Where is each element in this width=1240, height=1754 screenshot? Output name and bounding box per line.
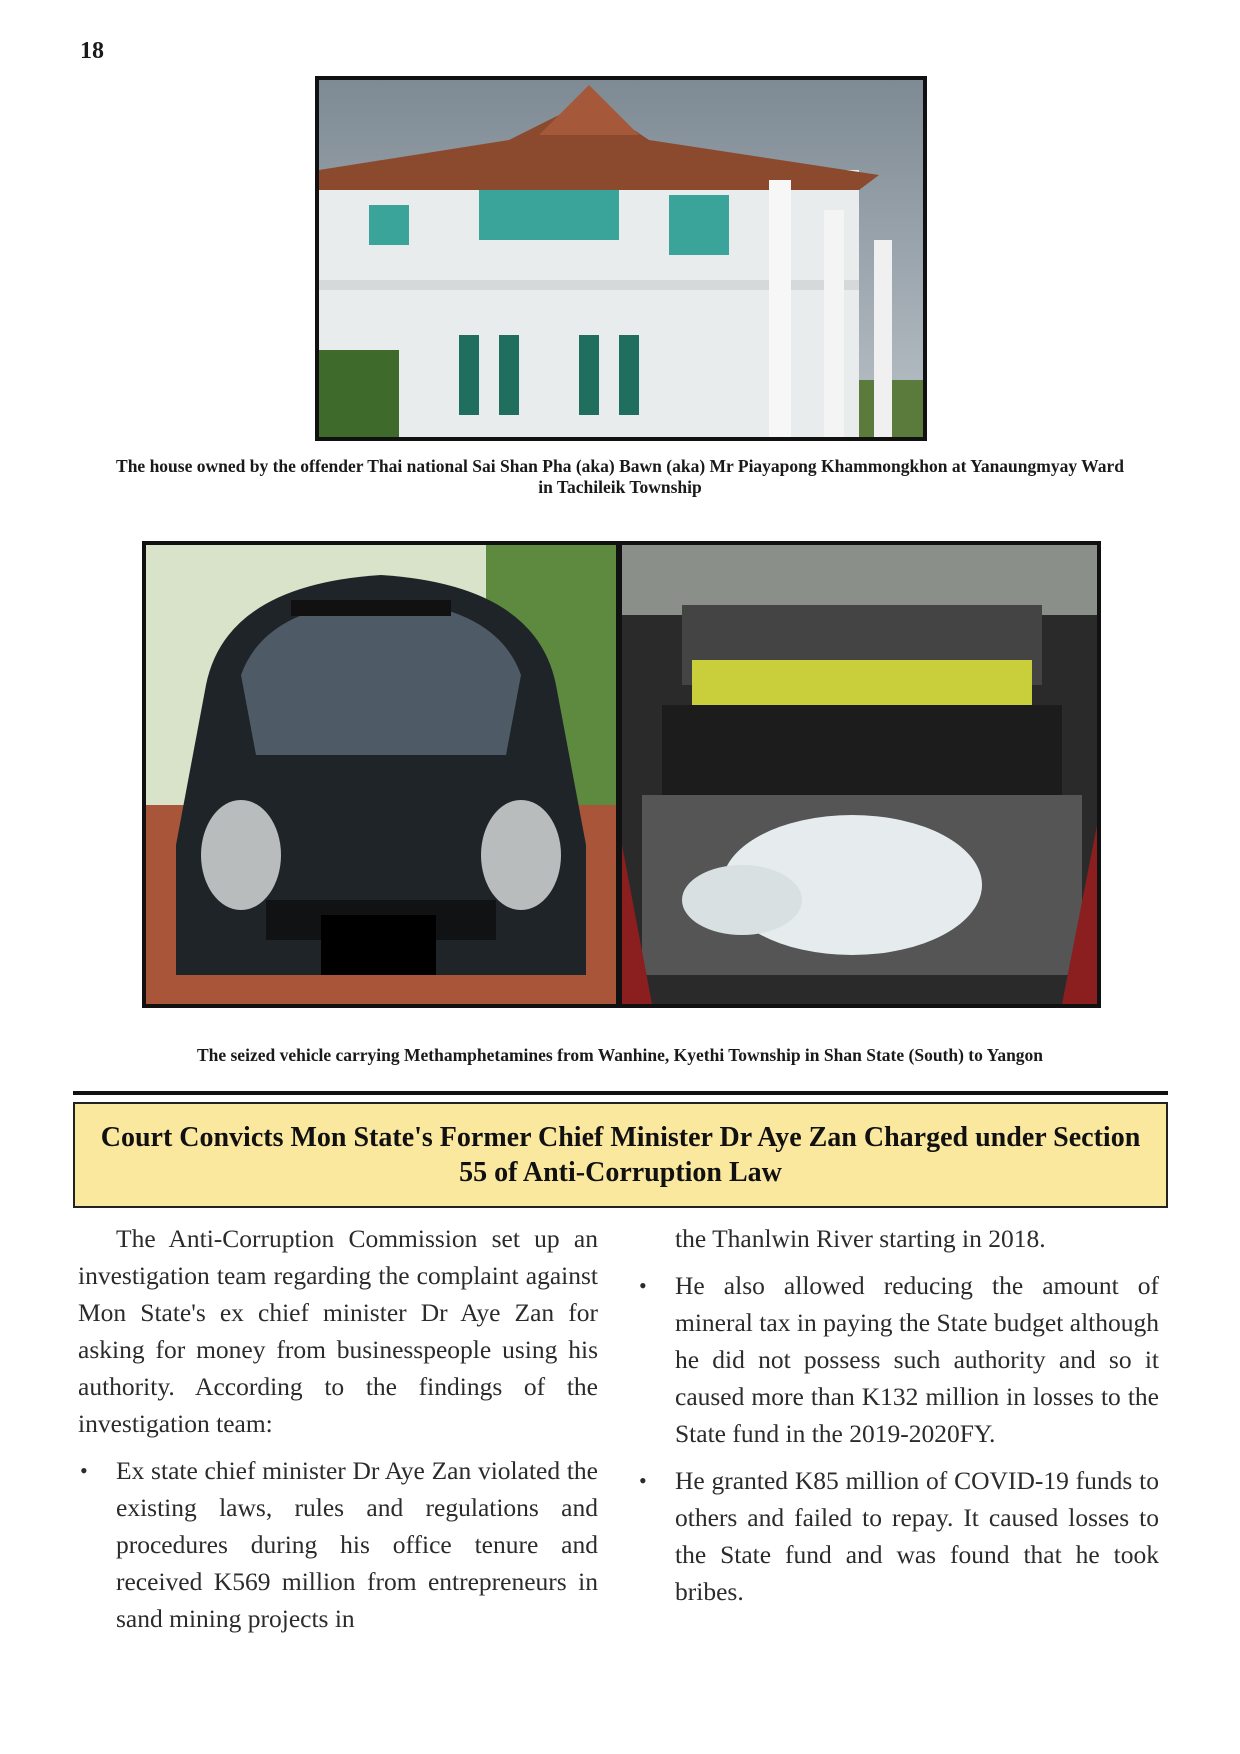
car-front-photo <box>142 541 620 1008</box>
bullet-text-3: He granted K85 million of COVID-19 funds to others and failed to repay. It caused losses to the State fund and was found that he took bribes. <box>675 1466 1159 1606</box>
house-photo <box>315 76 927 441</box>
bullet-icon: • <box>639 1468 647 1493</box>
house-caption: The house owned by the offender Thai national Sai Shan Pha (aka) Bawn (aka) Mr Piayapong Khammongkhon at Yanaungmyay Ward in Tachileik Township <box>116 456 1124 497</box>
bullet-item-2 <box>637 1267 1159 1452</box>
bullet-text-2: He also allowed reducing the amount of mineral tax in paying the State budget although he did not possess such authority and so it caused more than K132 million in losses to the State fund in the 2019-2020FY. <box>675 1271 1159 1448</box>
divider-rule <box>73 1091 1168 1095</box>
article-intro: The Anti-Corruption Commission set up an investigation team regarding the complaint against Mon State's ex chief minister Dr Aye Zan for asking for money from businesspeople using his authority. According to the findings of the investigation team: <box>78 1224 598 1438</box>
bullet-text-1: Ex state chief minister Dr Aye Zan violated the existing laws, rules and regulations and procedures during his office tenure and received K569 million from entrepreneurs in sand mining projects in <box>116 1456 598 1633</box>
bullet-icon: • <box>80 1458 88 1483</box>
vehicle-caption: The seized vehicle carrying Methamphetamines from Wanhine, Kyethi Township in Shan State (South) to Yangon <box>196 1045 1044 1065</box>
page-number: 18 <box>80 38 104 64</box>
car-trunk-photo <box>618 541 1101 1008</box>
car-trunk-icon <box>622 545 1097 1004</box>
bullet-item-1 <box>78 1452 598 1637</box>
article-column-left <box>78 1220 598 1637</box>
house-icon <box>319 80 923 437</box>
car-front-icon <box>146 545 616 1004</box>
bullet-item-3 <box>637 1462 1159 1610</box>
bullet-icon: • <box>639 1273 647 1298</box>
article-title-box <box>73 1102 1168 1208</box>
bullet-continuation: the Thanlwin River starting in 2018. <box>675 1224 1046 1253</box>
article-column-right <box>637 1220 1159 1610</box>
article-title: Court Convicts Mon State's Former Chief Minister Dr Aye Zan Charged under Section 55 of Anti-Corruption Law <box>100 1122 1141 1188</box>
